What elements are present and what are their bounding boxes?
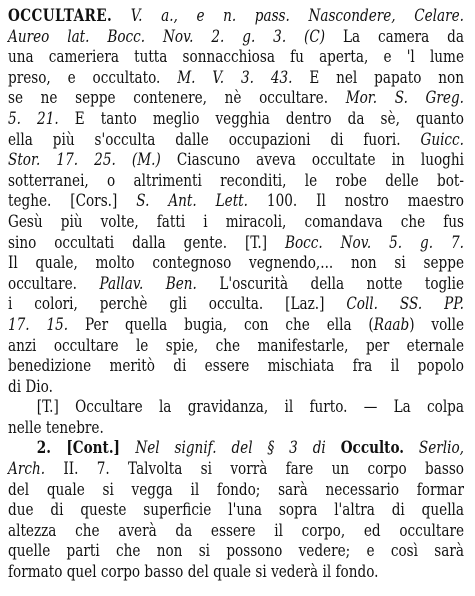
text-run: benedizione meritò di essere mischiata fra il popolo bbox=[8, 356, 464, 377]
text-line bbox=[8, 191, 464, 212]
text-run: Pallav. Ben. bbox=[99, 273, 197, 294]
text-run: Per quella bugia, con che ella ( bbox=[68, 314, 374, 335]
text-run: sotterranei, o altrimenti reconditi, le robe delle bot- bbox=[8, 170, 464, 191]
text-run: L'oscurità della notte toglie bbox=[196, 273, 465, 294]
text-run: Ciascuno aveva occultate in luoghi bbox=[160, 150, 465, 171]
text-run: ) volle bbox=[409, 314, 465, 335]
text-run: Aureo lat. Bocc. Nov. 2. g. 3. (C) bbox=[8, 26, 326, 47]
text-run: Raab bbox=[373, 314, 410, 335]
text-line bbox=[8, 459, 464, 480]
text-line bbox=[8, 500, 464, 521]
text-line bbox=[8, 130, 464, 151]
text-run: OCCULTARE. bbox=[8, 6, 113, 26]
text-run: Arch. bbox=[8, 459, 46, 480]
text-run: E nel papato non bbox=[292, 67, 464, 88]
text-run: M. V. 3. 43. bbox=[177, 67, 293, 88]
text-run: se ne seppe contenere, nè occultare. bbox=[8, 88, 346, 109]
text-run: S. Ant. Lett. bbox=[136, 191, 248, 212]
text-run: di Dio. bbox=[8, 376, 53, 397]
text-run: due di queste superficie l'una sopra l'altra di quella bbox=[8, 500, 464, 521]
text-run: Coll. SS. PP. bbox=[346, 294, 464, 315]
text-run: 17. 15. bbox=[8, 314, 69, 335]
text-run: occultare. bbox=[8, 273, 100, 294]
text-line bbox=[8, 47, 464, 68]
text-line bbox=[8, 315, 464, 336]
text-run: una cameriera tutta sonnacchiosa fu aperta, e 'l lume bbox=[8, 47, 464, 68]
text-line bbox=[8, 562, 464, 583]
text-run: Mor. S. Greg. bbox=[345, 88, 464, 109]
text-run: [T.] Occultare la gravidanza, il furto. — La colpa bbox=[36, 397, 465, 418]
text-line bbox=[8, 88, 464, 109]
text-line bbox=[8, 274, 464, 295]
text-line bbox=[8, 109, 464, 130]
dictionary-entry-occultare bbox=[8, 6, 467, 583]
text-run: i colori, perchè gli occulta. [Laz.] bbox=[8, 294, 347, 315]
text-line bbox=[8, 212, 464, 233]
text-run: 5. 21. bbox=[8, 108, 59, 129]
text-run: quelle parti che non si possono vedere; e così sarà bbox=[8, 541, 464, 562]
text-line bbox=[8, 418, 464, 439]
text-run: Serlio, bbox=[404, 438, 464, 459]
text-run: Gesù più volte, fatti i miracoli, comandava che fus bbox=[8, 211, 464, 232]
text-line bbox=[8, 6, 464, 27]
text-run: teghe. [Cors.] bbox=[8, 191, 137, 212]
text-run: Occulto. bbox=[340, 438, 405, 459]
text-run: Guicc. bbox=[420, 129, 464, 150]
text-run: anzi occultare le spie, che manifestarle, per eternale bbox=[8, 335, 464, 356]
text-line bbox=[8, 356, 464, 377]
text-run: Nel signif. del § 3 di bbox=[135, 438, 341, 459]
text-run: sino occultati dalla gente. [T.] bbox=[8, 232, 285, 253]
text-run: nelle tenebre. bbox=[8, 417, 104, 438]
text-run: ella più s'occulta dalle occupazioni di fuori. bbox=[8, 129, 421, 150]
text-run: preso, e occultato. bbox=[8, 67, 178, 88]
text-run: del quale si vegga il fondo; sarà necessario formar bbox=[8, 479, 464, 500]
text-run: 2. [Cont.] bbox=[36, 438, 136, 459]
text-line bbox=[8, 253, 464, 274]
text-line bbox=[8, 521, 464, 542]
text-line bbox=[8, 27, 464, 48]
text-run: La camera da bbox=[325, 26, 464, 47]
text-run: Stor. 17. 25. (M.) bbox=[8, 150, 161, 171]
text-run: E tanto meglio vegghia dentro da sè, quanto bbox=[58, 108, 464, 129]
text-run: II. 7. Talvolta si vorrà fare un corpo basso bbox=[45, 459, 465, 480]
text-line bbox=[8, 68, 464, 89]
text-line bbox=[8, 233, 464, 254]
text-run: 100. Il nostro maestro bbox=[247, 191, 464, 212]
text-line bbox=[8, 336, 464, 357]
text-run: Il quale, molto contegnoso vegnendo,... non si seppe bbox=[8, 253, 464, 274]
text-line bbox=[8, 541, 464, 562]
text-run: Bocc. Nov. 5. g. 7. bbox=[284, 232, 464, 253]
text-run: V. a., e n. pass. Nascondere, Celare. bbox=[112, 6, 465, 26]
text-line bbox=[8, 171, 464, 192]
text-run: altezza che averà da essere il corpo, ed occultare bbox=[8, 520, 464, 541]
text-line bbox=[8, 480, 464, 501]
text-line bbox=[8, 377, 464, 398]
text-line bbox=[8, 150, 464, 171]
text-run: formato quel corpo basso del quale si vederà il fondo. bbox=[8, 562, 379, 583]
text-line bbox=[8, 397, 464, 418]
text-line bbox=[8, 294, 464, 315]
text-line bbox=[8, 438, 464, 459]
